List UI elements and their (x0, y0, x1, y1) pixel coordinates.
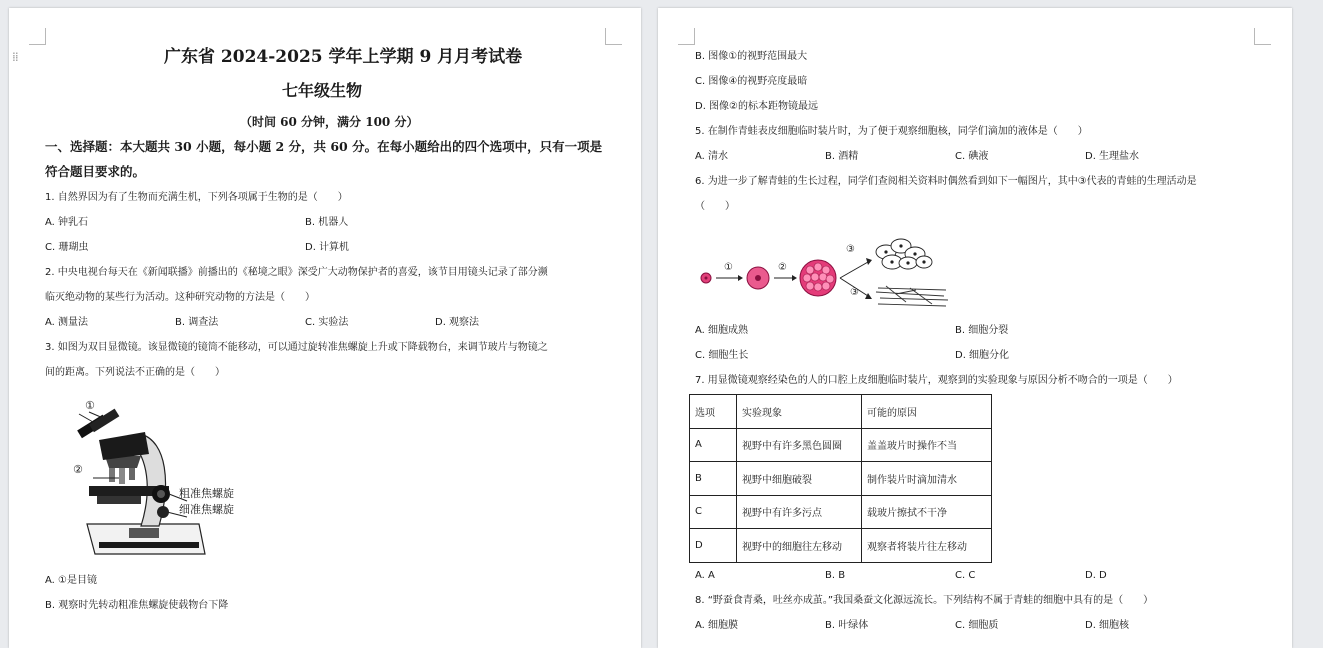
q4-option-c: C. 图像④的视野亮度最暗 (695, 76, 808, 87)
q6-option-a: A. 细胞成熟 (695, 325, 749, 336)
crop-mark-top-left (678, 28, 695, 45)
q7-option-b: B. B (825, 570, 846, 581)
q7-table (689, 394, 992, 563)
q1-option-a: A. 钟乳石 (45, 217, 89, 228)
q5-option-c: C. 碘液 (955, 151, 989, 162)
q1-option-d: D. 计算机 (305, 242, 350, 253)
crop-mark-top-right (1254, 28, 1271, 45)
table-cell: A (690, 428, 737, 462)
q2-option-c: C. 实验法 (305, 317, 349, 328)
question-6-line2: （ ） (695, 201, 735, 212)
microscope-label-2: ② (73, 463, 83, 476)
q7-option-a: A. A (695, 570, 715, 581)
table-header-cell: 实验现象 (737, 395, 862, 429)
table-row (690, 529, 992, 563)
table-cell: 视野中有许多污点 (737, 495, 862, 529)
section-heading-line1: 一、选择题：本大题共 30 小题，每小题 2 分，共 60 分。在每小题给出的四个选项中，只有一项是 (45, 139, 603, 154)
table-cell: 载玻片擦拭不干净 (862, 495, 992, 529)
question-3-line1: 3. 如图为双目显微镜。该显微镜的镜筒不能移动，可以通过旋转准焦螺旋上升或下降载物台，来调节玻片与物镜之 (45, 342, 548, 353)
crop-mark-top-left (29, 28, 46, 45)
table-cell: C (690, 495, 737, 529)
q5-option-d: D. 生理盐水 (1085, 151, 1140, 162)
question-7: 7. 用显微镜观察经染色的人的口腔上皮细胞临时装片，观察到的实验现象与原因分析不吻合的一项是（ ） (695, 375, 1178, 386)
table-row (690, 495, 992, 529)
exam-subtitle: 七年级生物 (282, 81, 363, 100)
section-heading-line2: 符合题目要求的。 (45, 164, 146, 179)
drag-handle-icon[interactable]: ⁞⁞ (12, 50, 18, 64)
question-2-line2: 临灭绝动物的某些行为活动。这种研究动物的方法是（ ） (45, 292, 315, 303)
q2-option-b: B. 调查法 (175, 317, 219, 328)
table-row (690, 462, 992, 496)
table-cell: 盖盖玻片时操作不当 (862, 428, 992, 462)
table-cell: 观察者将装片往左移动 (862, 529, 992, 563)
table-header-cell: 可能的原因 (862, 395, 992, 429)
table-cell: 视野中有许多黑色圆圈 (737, 428, 862, 462)
exam-time-note: （时间 60 分钟，满分 100 分） (240, 115, 419, 129)
microscope-label-fine-focus: 细准焦螺旋 (179, 503, 234, 516)
microscope-label-coarse-focus: 粗准焦螺旋 (179, 487, 234, 500)
q6-option-c: C. 细胞生长 (695, 350, 749, 361)
q8-option-a: A. 细胞膜 (695, 620, 739, 631)
q6-option-d: D. 细胞分化 (955, 350, 1010, 361)
table-header-row (690, 395, 992, 429)
crop-mark-top-right (605, 28, 622, 45)
diagram-label-3-upper: ③ (846, 244, 855, 255)
q5-option-b: B. 酒精 (825, 151, 859, 162)
question-1: 1. 自然界因为有了生物而充满生机，下列各项属于生物的是（ ） (45, 192, 348, 203)
q8-option-c: C. 细胞质 (955, 620, 999, 631)
q8-option-b: B. 叶绿体 (825, 620, 869, 631)
table-row (690, 428, 992, 462)
diagram-label-2: ② (778, 262, 787, 273)
diagram-label-3-lower: ③ (850, 287, 859, 298)
microscope-figure (49, 394, 249, 564)
cell-development-diagram (696, 230, 956, 310)
table-cell: 视野中细胞破裂 (737, 462, 862, 496)
q2-option-d: D. 观察法 (435, 317, 480, 328)
question-5: 5. 在制作青蛙表皮细胞临时装片时，为了便于观察细胞核，同学们滴加的液体是（ ） (695, 126, 1088, 137)
q7-option-c: C. C (955, 570, 976, 581)
q1-option-b: B. 机器人 (305, 217, 349, 228)
table-cell: 制作装片时滴加清水 (862, 462, 992, 496)
q1-option-c: C. 珊瑚虫 (45, 242, 89, 253)
q7-option-d: D. D (1085, 570, 1107, 581)
document-page-2 (658, 8, 1292, 648)
q3-option-a: A. ①是目镜 (45, 575, 97, 586)
table-header-cell: 选项 (690, 395, 737, 429)
question-6-line1: 6. 为进一步了解青蛙的生长过程，同学们查阅相关资料时偶然看到如下一幅图片，其中③代表的青蛙的生理活动是 (695, 176, 1197, 187)
q2-option-a: A. 测量法 (45, 317, 89, 328)
q4-option-b: B. 图像①的视野范围最大 (695, 51, 808, 62)
question-2-line1: 2. 中央电视台每天在《新闻联播》前播出的《秘境之眼》深受广大动物保护者的喜爱，该节目用镜头记录了部分濒 (45, 267, 548, 278)
table-cell: D (690, 529, 737, 563)
question-3-line2: 间的距离。下列说法不正确的是（ ） (45, 367, 225, 378)
table-cell: 视野中的细胞往左移动 (737, 529, 862, 563)
table-cell: B (690, 462, 737, 496)
question-8: 8. “野蚕食青桑，吐丝亦成茧。”我国桑蚕文化源远流长。下列结构不属于青蛙的细胞中具有的是（ ） (695, 595, 1154, 606)
q5-option-a: A. 清水 (695, 151, 729, 162)
diagram-label-1: ① (724, 262, 733, 273)
exam-title: 广东省 2024-2025 学年上学期 9 月月考试卷 (164, 47, 523, 67)
q8-option-d: D. 细胞核 (1085, 620, 1130, 631)
q3-option-b: B. 观察时先转动粗准焦螺旋使载物台下降 (45, 600, 229, 611)
document-page-1 (9, 8, 641, 648)
microscope-label-1: ① (85, 399, 95, 412)
q6-option-b: B. 细胞分裂 (955, 325, 1009, 336)
q4-option-d: D. 图像②的标本距物镜最远 (695, 101, 819, 112)
